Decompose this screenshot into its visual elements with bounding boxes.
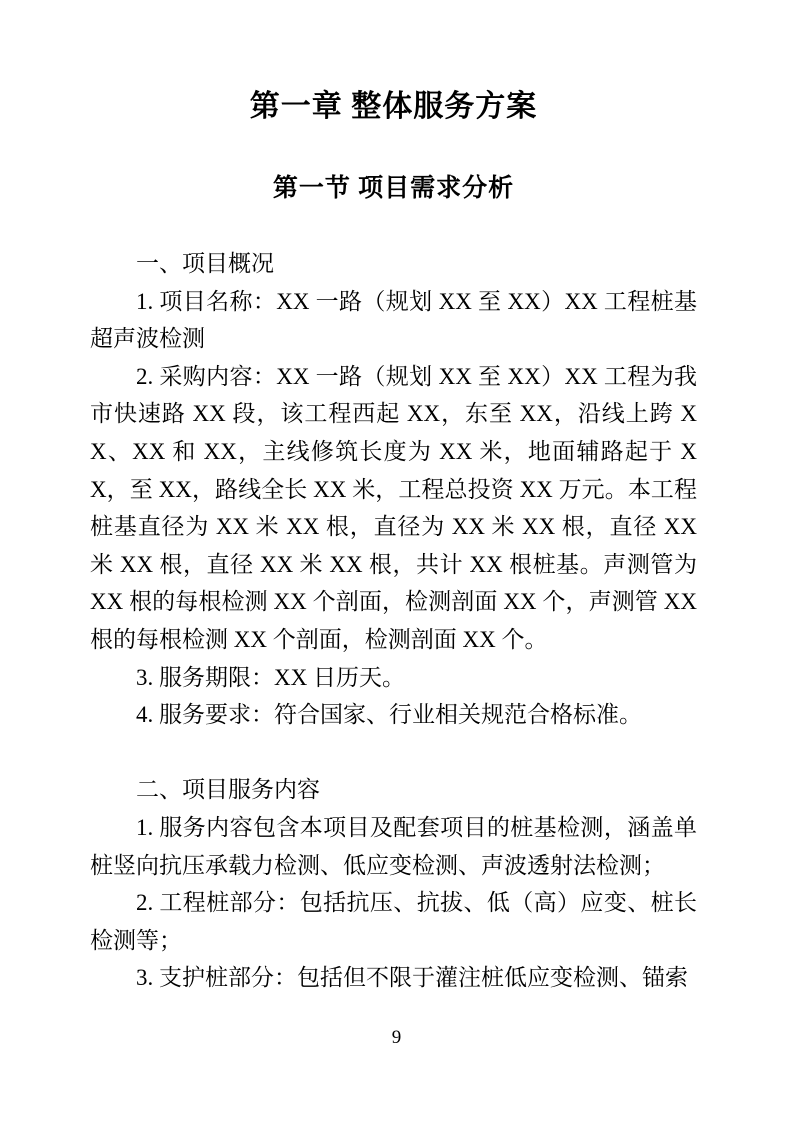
document-body: [90, 245, 697, 997]
section-title: 第一节 项目需求分析: [272, 175, 515, 202]
paragraph-procurement-content: 2. 采购内容：XX 一路（规划 XX 至 XX）XX 工程为我市快速路 XX 段，该工程西起 XX，东至 XX，沿线上跨 XX、XX 和 XX，主线修筑长度为 XX 米，地面辅路起于 XX，至 XX，路线全长 XX 米，工程总投资 XX 万元。本工程桩基直径为 XX 米 XX 根，直径为 XX 米 XX 根，直径 XX 米 XX 根，直径 XX 米 XX 根，共计 XX 根桩基。声测管为 XX 根的每根检测 XX 个剖面，检测剖面 XX 个，声测管 XX 根的每根检测 XX 个剖面，检测剖面 XX 个。: [90, 363, 697, 652]
list-heading-service-content: 二、项目服务内容: [136, 777, 320, 803]
paragraph-service-requirements: 4. 服务要求：符合国家、行业相关规范合格标准。: [136, 702, 642, 728]
paragraph-project-name: 1. 项目名称：XX 一路（规划 XX 至 XX）XX 工程桩基超声波检测: [90, 288, 697, 352]
page-number: 9: [391, 1027, 402, 1048]
paragraph-support-piles: 3. 支护桩部分：包括但不限于灌注桩低应变检测、锚索: [136, 965, 688, 991]
paragraph-service-period: 3. 服务期限：XX 日历天。: [136, 664, 405, 690]
paragraph-engineering-piles: 2. 工程桩部分：包括抗压、抗拔、低（高）应变、桩长检测等；: [90, 890, 697, 953]
list-heading-project-overview: 一、项目概况: [136, 251, 274, 276]
paragraph-service-scope: 1. 服务内容包含本项目及配套项目的桩基检测，涵盖单桩竖向抗压承载力检测、低应变检测、声波透射法检测；: [90, 814, 697, 878]
chapter-title: 第一章 整体服务方案: [249, 90, 538, 123]
